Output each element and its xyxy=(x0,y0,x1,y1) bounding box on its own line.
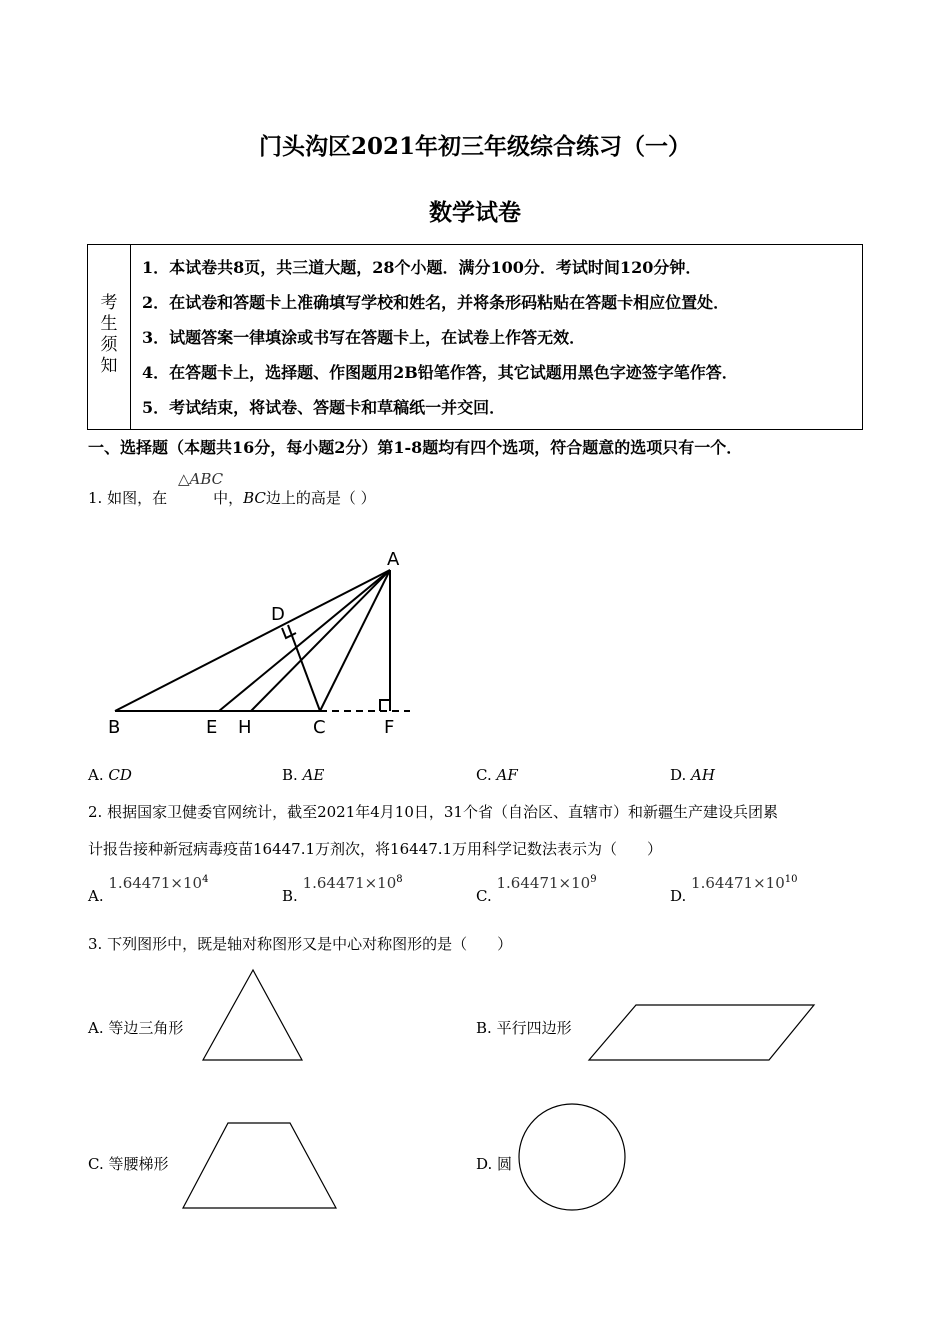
line-ab xyxy=(115,570,390,711)
q1-figure xyxy=(100,540,430,745)
label-b: B xyxy=(108,717,121,738)
q1-suffix: 边上的高是（ ） xyxy=(265,489,376,507)
parallelogram-figure xyxy=(584,1000,819,1065)
label-d: D xyxy=(271,604,285,625)
line-ah xyxy=(251,570,390,711)
notice-label-cell xyxy=(88,245,131,429)
q1-option-a[interactable]: A. CD xyxy=(88,766,132,784)
q3-option-a[interactable]: A. 等边三角形 xyxy=(88,1019,184,1037)
label-e: E xyxy=(206,717,218,738)
q1-stem xyxy=(88,487,376,508)
q1-option-b[interactable]: B. AE xyxy=(282,766,325,784)
q1-triangle-label: △ABC xyxy=(178,470,224,488)
q1-middle: 中， xyxy=(213,489,244,507)
label-a: A xyxy=(387,549,400,570)
equilateral-triangle-figure xyxy=(198,965,308,1065)
notice-box xyxy=(87,244,863,430)
q1-option-d[interactable]: D. AH xyxy=(670,766,715,784)
q3-option-d[interactable]: D. 圆 xyxy=(476,1155,513,1173)
line-ac xyxy=(320,570,390,711)
notice-item-5: 5．考试结束，将试卷、答题卡和草稿纸一并交回． xyxy=(142,398,506,417)
label-c: C xyxy=(313,717,326,738)
q3-option-c[interactable]: C. 等腰梯形 xyxy=(88,1155,169,1173)
label-h: H xyxy=(238,717,252,738)
isosceles-trapezoid-figure xyxy=(178,1118,343,1213)
q2-option-b[interactable]: B. $1.64471\times 10^8$ xyxy=(282,874,403,905)
q1-prefix: 1. 如图，在 xyxy=(88,489,168,507)
q2-line-1: 2. 根据国家卫健委官网统计，截至2021年4月10日，31个省（自治区、直辖市）和新疆生产建设兵团累 xyxy=(88,803,778,821)
q2-option-a[interactable]: A. $1.64471\times 10^4$ xyxy=(88,874,209,905)
notice-item-4: 4．在答题卡上，选择题、作图题用2B铅笔作答，其它试题用黑色字迹签字笔作答． xyxy=(142,363,738,382)
q2-option-d[interactable]: D. $1.64471\times 10^{10}$ xyxy=(670,874,798,905)
notice-item-1: 1．本试卷共8页，共三道大题，28个小题．满分100分．考试时间120分钟． xyxy=(142,258,702,277)
label-f: F xyxy=(384,717,395,738)
right-angle-f xyxy=(380,700,390,711)
page-subtitle: 数学试卷 xyxy=(429,199,521,226)
circle-figure xyxy=(515,1100,630,1215)
notice-item-3: 3．试题答案一律填涂或书写在答题卡上，在试卷上作答无效． xyxy=(142,328,586,347)
line-ae xyxy=(219,570,390,711)
page-title: 门头沟区2021年初三年级综合练习（一） xyxy=(258,133,691,160)
q2-option-c[interactable]: C. $1.64471\times 10^9$ xyxy=(476,874,597,905)
notice-label: 考生须知 xyxy=(100,293,118,376)
q3-stem: 3. 下列图形中，既是轴对称图形又是中心对称图形的是（ ） xyxy=(88,935,513,953)
notice-item-2: 2．在试卷和答题卡上准确填写学校和姓名，并将条形码粘贴在答题卡相应位置处． xyxy=(142,293,730,312)
q3-option-b[interactable]: B. 平行四边形 xyxy=(476,1019,572,1037)
q2-line-2: 计报告接种新冠病毒疫苗16447.1万剂次，将16447.1万用科学记数法表示为（ ） xyxy=(88,840,663,858)
section-heading: 一、选择题（本题共16分，每小题2分）第1-8题均有四个选项，符合题意的选项只有一个． xyxy=(88,438,743,457)
q1-bc: BC xyxy=(243,489,266,507)
q1-option-c[interactable]: C. AF xyxy=(476,766,518,784)
